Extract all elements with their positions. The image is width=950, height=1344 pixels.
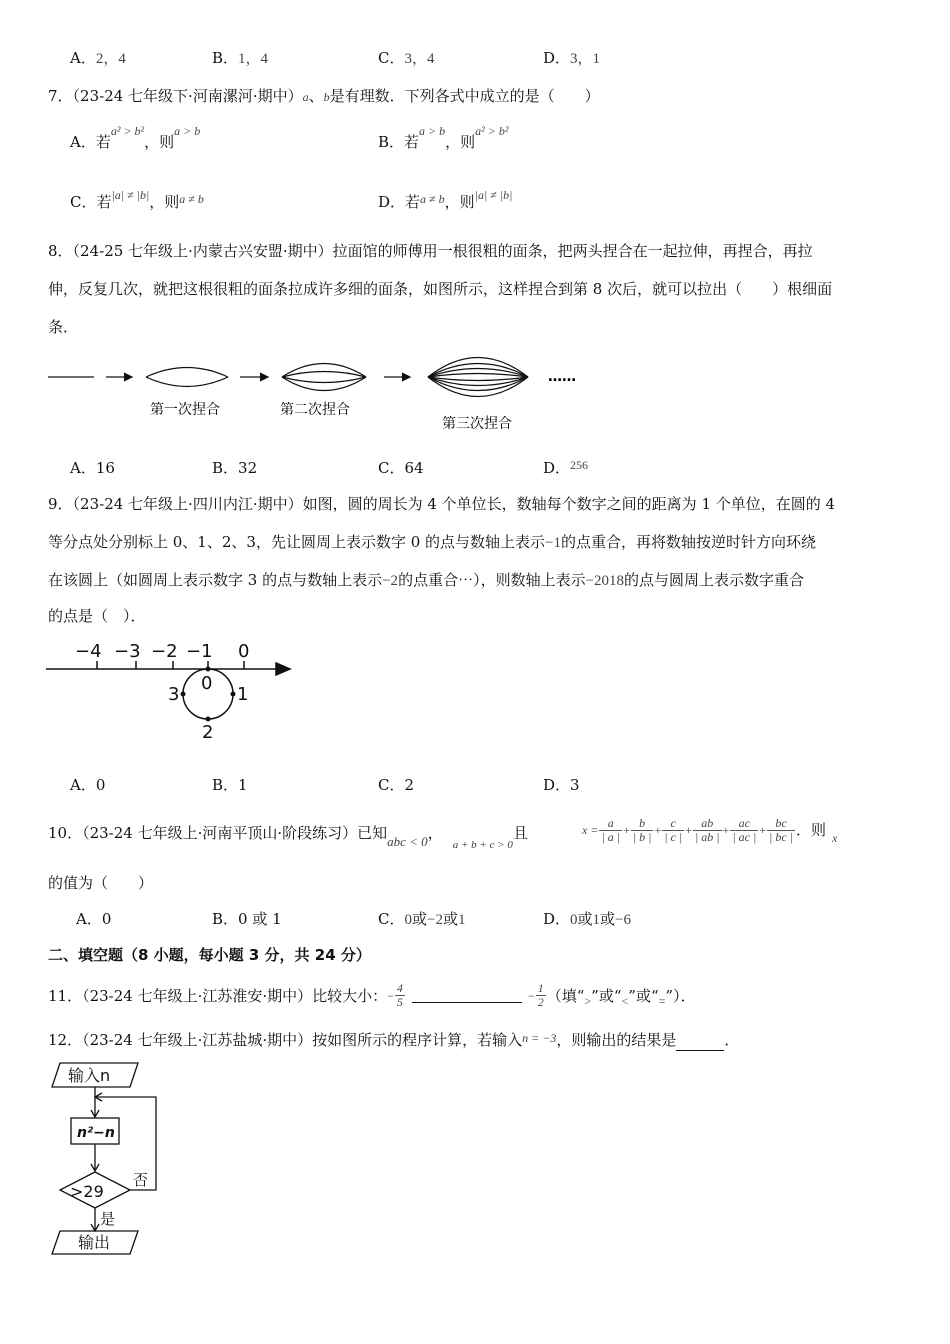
q8-option-d[interactable]: D．$^{256}$ bbox=[543, 458, 589, 477]
q8-arrow-1 bbox=[106, 373, 132, 381]
q9-axis-arrow bbox=[276, 663, 290, 675]
q7-option-b[interactable]: B．若$^{a > b}$，则$^{a^2 > b^2}$ bbox=[378, 124, 509, 151]
q8-arrow-2 bbox=[240, 373, 268, 381]
q8-label-2: 第二次捏合 bbox=[280, 402, 350, 418]
q12-no-label: 否 bbox=[133, 1171, 149, 1189]
q8-arrow-3 bbox=[384, 373, 410, 381]
q12-stem: 12．（23-24 七年级上·江苏盐城·期中）按如图所示的程序计算，若输入$^{n = -3}$，则输出的结果是 ． bbox=[48, 1031, 740, 1049]
q8-label-1: 第一次捏合 bbox=[150, 402, 220, 418]
q11-stem: 11．（23-24 七年级上·江苏淮安·期中）比较大小： − $\frac{4}{5}$ − $\frac{1}{2}$ （填“ > ”或“ < ”或“ = ”）． bbox=[48, 981, 696, 1009]
q12-expr-label: n²−n bbox=[77, 1125, 115, 1141]
q12-flowchart bbox=[46, 1060, 176, 1260]
q10-option-b[interactable]: B．0 或 1 bbox=[212, 910, 282, 928]
q12-answer-blank[interactable] bbox=[676, 1036, 724, 1051]
q8-lens-2 bbox=[282, 364, 366, 391]
q8-line1: 8．（24-25 七年级上·内蒙古兴安盟·期中）拉面馆的师傅用一根很粗的面条，把两头捏合在一起拉伸，再捏合，再拉 bbox=[48, 242, 813, 260]
q9-line3: 在该圆上（如圆周上表示数字 3 的点与数轴上表示−2的点重合⋯），则数轴上表示−2018的点与圆周上表示数字重合 bbox=[48, 571, 805, 589]
q10-term: $\frac{ac}{| ac |}$ bbox=[732, 815, 757, 844]
q9-circle-label-1: 1 bbox=[237, 684, 249, 705]
q9-circle-label-0: 0 bbox=[201, 673, 213, 694]
q11-answer-blank[interactable] bbox=[412, 988, 522, 1003]
q9-tick-label: −4 bbox=[75, 641, 102, 662]
q10-term: $\frac{b}{| b |}$ bbox=[632, 815, 652, 844]
q10-x-formula: x = $\frac{a}{| a |}$ + $\frac{b}{| b |}$ + $\frac{c}{| c |}$ + $\frac{ab}{| ab |}$ + $\frac{ac}{| ac |}$ + $\frac{bc}{| bc |}$ ．则 x bbox=[582, 815, 838, 845]
q12-yes-label: 是 bbox=[100, 1210, 116, 1228]
q12-cond-label: >29 bbox=[70, 1182, 104, 1201]
q8-line3: 条． bbox=[48, 318, 79, 336]
q6-option-d[interactable]: D．3，1 bbox=[543, 49, 601, 67]
q9-option-d[interactable]: D．3 bbox=[543, 776, 580, 794]
q10-term: $\frac{ab}{| ab |}$ bbox=[694, 815, 720, 844]
q8-noodle-figure bbox=[44, 340, 604, 440]
q9-point-2 bbox=[206, 717, 211, 722]
q10-term: $\frac{a}{| a |}$ bbox=[601, 815, 621, 844]
q7-stem: 7．（23-24 七年级下·河南漯河·期中）a、b是有理数．下列各式中成立的是（ ） bbox=[48, 87, 600, 105]
q8-label-3: 第三次捏合 bbox=[442, 416, 512, 432]
q12-output-label: 输出 bbox=[78, 1233, 111, 1252]
q9-line2: 等分点处分别标上 0、1、2、3，先让圆周上表示数字 0 的点与数轴上表示−1的点重合，再将数轴按逆时针方向环绕 bbox=[48, 533, 817, 551]
q9-tick-label: −1 bbox=[186, 641, 213, 662]
q7-option-a[interactable]: A．若$^{a^2 > b^2}$，则$^{a > b}$ bbox=[70, 124, 201, 151]
q9-option-b[interactable]: B．1 bbox=[212, 776, 248, 794]
q6-option-b[interactable]: B．1，4 bbox=[212, 49, 269, 67]
q9-point-0 bbox=[206, 667, 211, 672]
q8-ellipsis: …… bbox=[548, 369, 576, 385]
q9-line4: 的点是（ ）． bbox=[48, 607, 146, 625]
q12-input-label: 输入n bbox=[68, 1066, 111, 1085]
q10-term: $\frac{bc}{| bc |}$ bbox=[769, 815, 793, 844]
section-title-fill-in: 二、填空题（8 小题，每小题 3 分，共 24 分） bbox=[48, 946, 371, 964]
q9-circle-label-2: 2 bbox=[202, 722, 214, 743]
q10-line2: 的值为（ ） bbox=[48, 874, 154, 892]
q8-option-a[interactable]: A．16 bbox=[70, 459, 115, 477]
q6-option-c[interactable]: C．3，4 bbox=[378, 49, 435, 67]
q9-tick-label: −2 bbox=[151, 641, 178, 662]
q8-line2: 伸，反复几次，就把这根很粗的面条拉成许多细的面条，如图所示，这样捏合到第 8 次后，就可以拉出（ ）根细面 bbox=[48, 280, 833, 298]
q8-lens-1 bbox=[146, 368, 228, 387]
q7-option-d[interactable]: D．若$^{a \ne b}$，则$^{|a| \ne |b|}$ bbox=[378, 188, 513, 211]
q8-option-b[interactable]: B．32 bbox=[212, 459, 258, 477]
q11-frac-right: $\frac{1}{2}$ bbox=[537, 981, 544, 1009]
q9-point-3 bbox=[181, 692, 186, 697]
q6-option-a[interactable]: A．2，4 bbox=[70, 49, 126, 67]
q11-frac-left: $\frac{4}{5}$ bbox=[396, 981, 403, 1009]
q9-tick-label: 0 bbox=[238, 641, 250, 662]
q9-tick-label: −3 bbox=[114, 641, 141, 662]
q7-option-c[interactable]: C．若$^{|a| \ne |b|}$，则$^{a \ne b}$ bbox=[70, 188, 204, 211]
q9-circle-label-3: 3 bbox=[168, 684, 180, 705]
q9-option-a[interactable]: A．0 bbox=[70, 776, 106, 794]
q9-point-1 bbox=[231, 692, 236, 697]
q10-option-a[interactable]: A．0 bbox=[76, 910, 112, 928]
q10-term: $\frac{c}{| c |}$ bbox=[664, 815, 683, 844]
q8-lens-3 bbox=[428, 358, 528, 397]
q10-option-d[interactable]: D．0或1或−6 bbox=[543, 910, 632, 928]
q9-number-line-figure bbox=[40, 632, 300, 744]
q9-line1: 9．（23-24 七年级上·四川内江·期中）如图，圆的周长为 4 个单位长，数轴每个数字之间的距离为 1 个单位，在圆的 4 bbox=[48, 495, 836, 513]
q10-option-c[interactable]: C．0或−2或1 bbox=[378, 910, 466, 928]
q8-option-c[interactable]: C．64 bbox=[378, 459, 424, 477]
q10-stem: 10．（23-24 七年级上·河南平顶山·阶段练习）已知abc < 0，$_{a + b + c > 0}$且 bbox=[48, 824, 528, 851]
q9-option-c[interactable]: C．2 bbox=[378, 776, 415, 794]
